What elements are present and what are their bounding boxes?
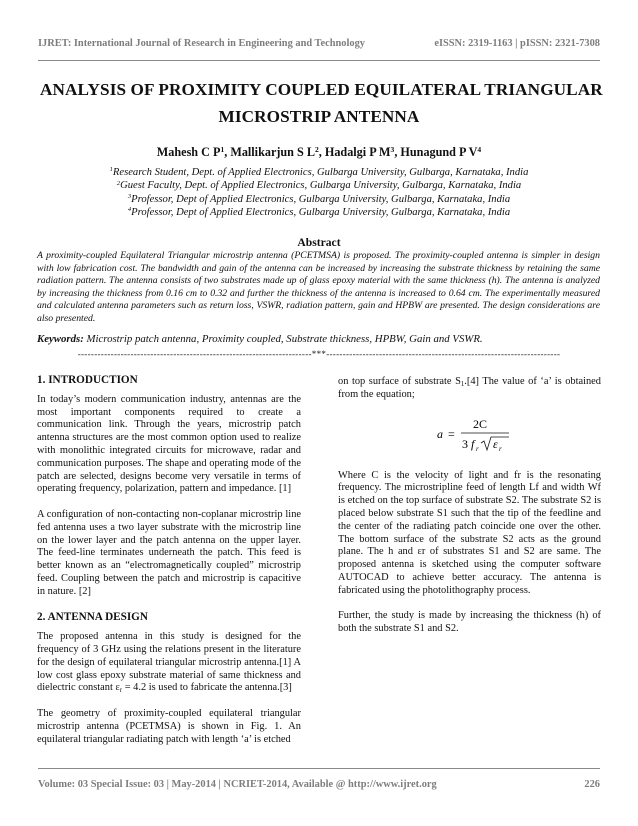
author: Hadalgi P $M^3$, <box>324 144 401 159</box>
svg-text:3: 3 <box>461 436 468 451</box>
author-list <box>40 145 598 160</box>
right-column <box>338 376 601 649</box>
keywords-label: Keywords: <box>37 333 84 345</box>
running-header <box>38 38 600 52</box>
volume-info: Volume: 03 Special Issue: 03 | May-2014 | NCRIET-2014, Available @ http://www.ijret.org <box>38 779 437 790</box>
svg-text:r: r <box>498 444 502 453</box>
paper-title <box>40 76 603 130</box>
issn: eISSN: 2319-1163 | pISSN: 2321-7308 <box>434 38 600 49</box>
section-heading-antenna-design: 2. ANTENNA DESIGN <box>37 611 148 624</box>
affiliation: $^2$Guest Faculty, Dept. of Applied Electronics, Gulbarga University, Gulbarga, Karnataka, India <box>116 179 522 192</box>
title-line-2: MICROSTRIP ANTENNA <box>218 107 420 126</box>
abstract-text: A proximity-coupled Equilateral Triangular microstrip antenna (PCETMSA) is proposed. The proximity-coupled antenna is simpler in design with low fabrication cost. The bandwidth and gain of the antenna can be increased by increasing the substrate thickness by retaining the same radiation pattern. The antenna consists of two substrates made up of glass epoxy material with the same thickness (h). The antenna is analyzed by increasing the thickness from 0.16 cm to 0.32 and further the thickness of the antenna is increased to 0.64 cm. The experimentally measured and calculated antenna parameters such as return loss, VSWR, radiation pattern, gain and HPBW are presented. The design considerations are also presented. <box>37 250 600 324</box>
author: Mallikarjun S $L^2$, <box>230 144 325 159</box>
section-separator: -----------------------------------------------------------------------***----------------------------------------------------------------------- <box>77 349 561 359</box>
svg-text:ε: ε <box>492 436 498 451</box>
paragraph: The proposed antenna in this study is designed for the frequency of 3 GHz using the relations present in the literature for the design of equilateral triangular microstrip antenna.[1] A low cost glass epoxy substrate material of same thickness and dielectric constant $\varepsilon_r = 4.2$ is used to fabricate the antenna.[3] <box>37 631 301 695</box>
svg-text:a: a <box>436 426 443 441</box>
affiliation: $^1$Research Student, Dept. of Applied Electronics, Gulbarga University, Gulbarga, Karnataka, India <box>109 166 529 178</box>
affiliation: $^4$Professor, Dept of Applied Electronics, Gulbarga University, Gulbarga, Karnataka, India <box>127 206 511 218</box>
svg-text:2C: 2C <box>472 416 487 431</box>
svg-text:r: r <box>475 444 479 453</box>
title-line-1: ANALYSIS OF PROXIMITY COUPLED EQUILATERAL TRIANGULAR <box>40 80 603 99</box>
equation <box>338 412 601 454</box>
section-heading-introduction: 1. INTRODUCTION <box>37 374 138 386</box>
left-column <box>37 368 301 759</box>
paragraph: on top surface of substrate $S_1.[4]$ The value of ‘a’ is obtained from the equation; <box>338 376 601 400</box>
page-number: 226 <box>584 779 600 790</box>
svg-text:f: f <box>470 436 474 451</box>
abstract-heading: Abstract <box>297 236 341 249</box>
paragraph: Where C is the velocity of light and fr is the resonating frequency. The microstripline feed of length Lf and width Wf is etched on the top surface of substrate S2. The substrate S2 is placed below substrate S1 such that the tip of the feedline and the center of the radiating patch coincide one over the other. The bottom surface of the substrate S2 acts as the ground plane. The h and εr of substrates S1 and S2 are same. The proposed antenna is sketched using the computer software AUTOCAD to achieve better accuracy. The antenna is fabricated using the photolithography process. <box>338 469 601 596</box>
author: Hunagund P $V^4$ <box>400 144 482 159</box>
footer-rule <box>38 768 600 769</box>
keywords <box>37 333 600 345</box>
header-rule <box>38 60 600 61</box>
journal-name: IJRET: International Journal of Research in Engineering and Technology <box>38 38 365 49</box>
keywords-text: Microstrip patch antenna, Proximity coupled, Substrate thickness, HPBW, Gain and VSWR. <box>86 333 483 345</box>
paragraph: A configuration of non-contacting non-coplanar microstrip line fed antenna uses a two layer substrate with the microstrip line on the lower layer and the patch antenna on the upper layer. The feed-line terminates underneath the patch. This feed is better known as an “electromagnetically coupled” microstrip feed. Coupling between the patch and microstrip is capacitive in nature. [2] <box>37 508 301 597</box>
affiliation: $^3$Professor, Dept of Applied Electronics, Gulbarga University, Gulbarga, Karnataka, India <box>127 192 511 205</box>
svg-text:=: = <box>447 426 455 441</box>
paragraph: Further, the study is made by increasing the thickness (h) of both the substrate S1 and S2. <box>338 610 601 635</box>
affiliation-list <box>40 166 598 219</box>
paragraph: In today’s modern communication industry, antennas are the most important components required to create a communication link. Through the years, microstrip patch antenna structures are the most common option used to realize with monolithic integrated circuits for microwave, radar and communication purposes. The shape and operating mode of the patch are selected, designs become very versatile in terms of operating frequency, polarization, pattern and impedance. [1] <box>37 393 301 495</box>
paragraph: The geometry of proximity-coupled equilateral triangular microstrip antenna (PCETMSA) is shown in Fig. 1. An equilateral triangular radiating patch with length ‘a’ is etched <box>37 707 301 745</box>
author: Mahesh C $P^1$, <box>156 144 231 159</box>
equation-graphic <box>425 412 515 454</box>
